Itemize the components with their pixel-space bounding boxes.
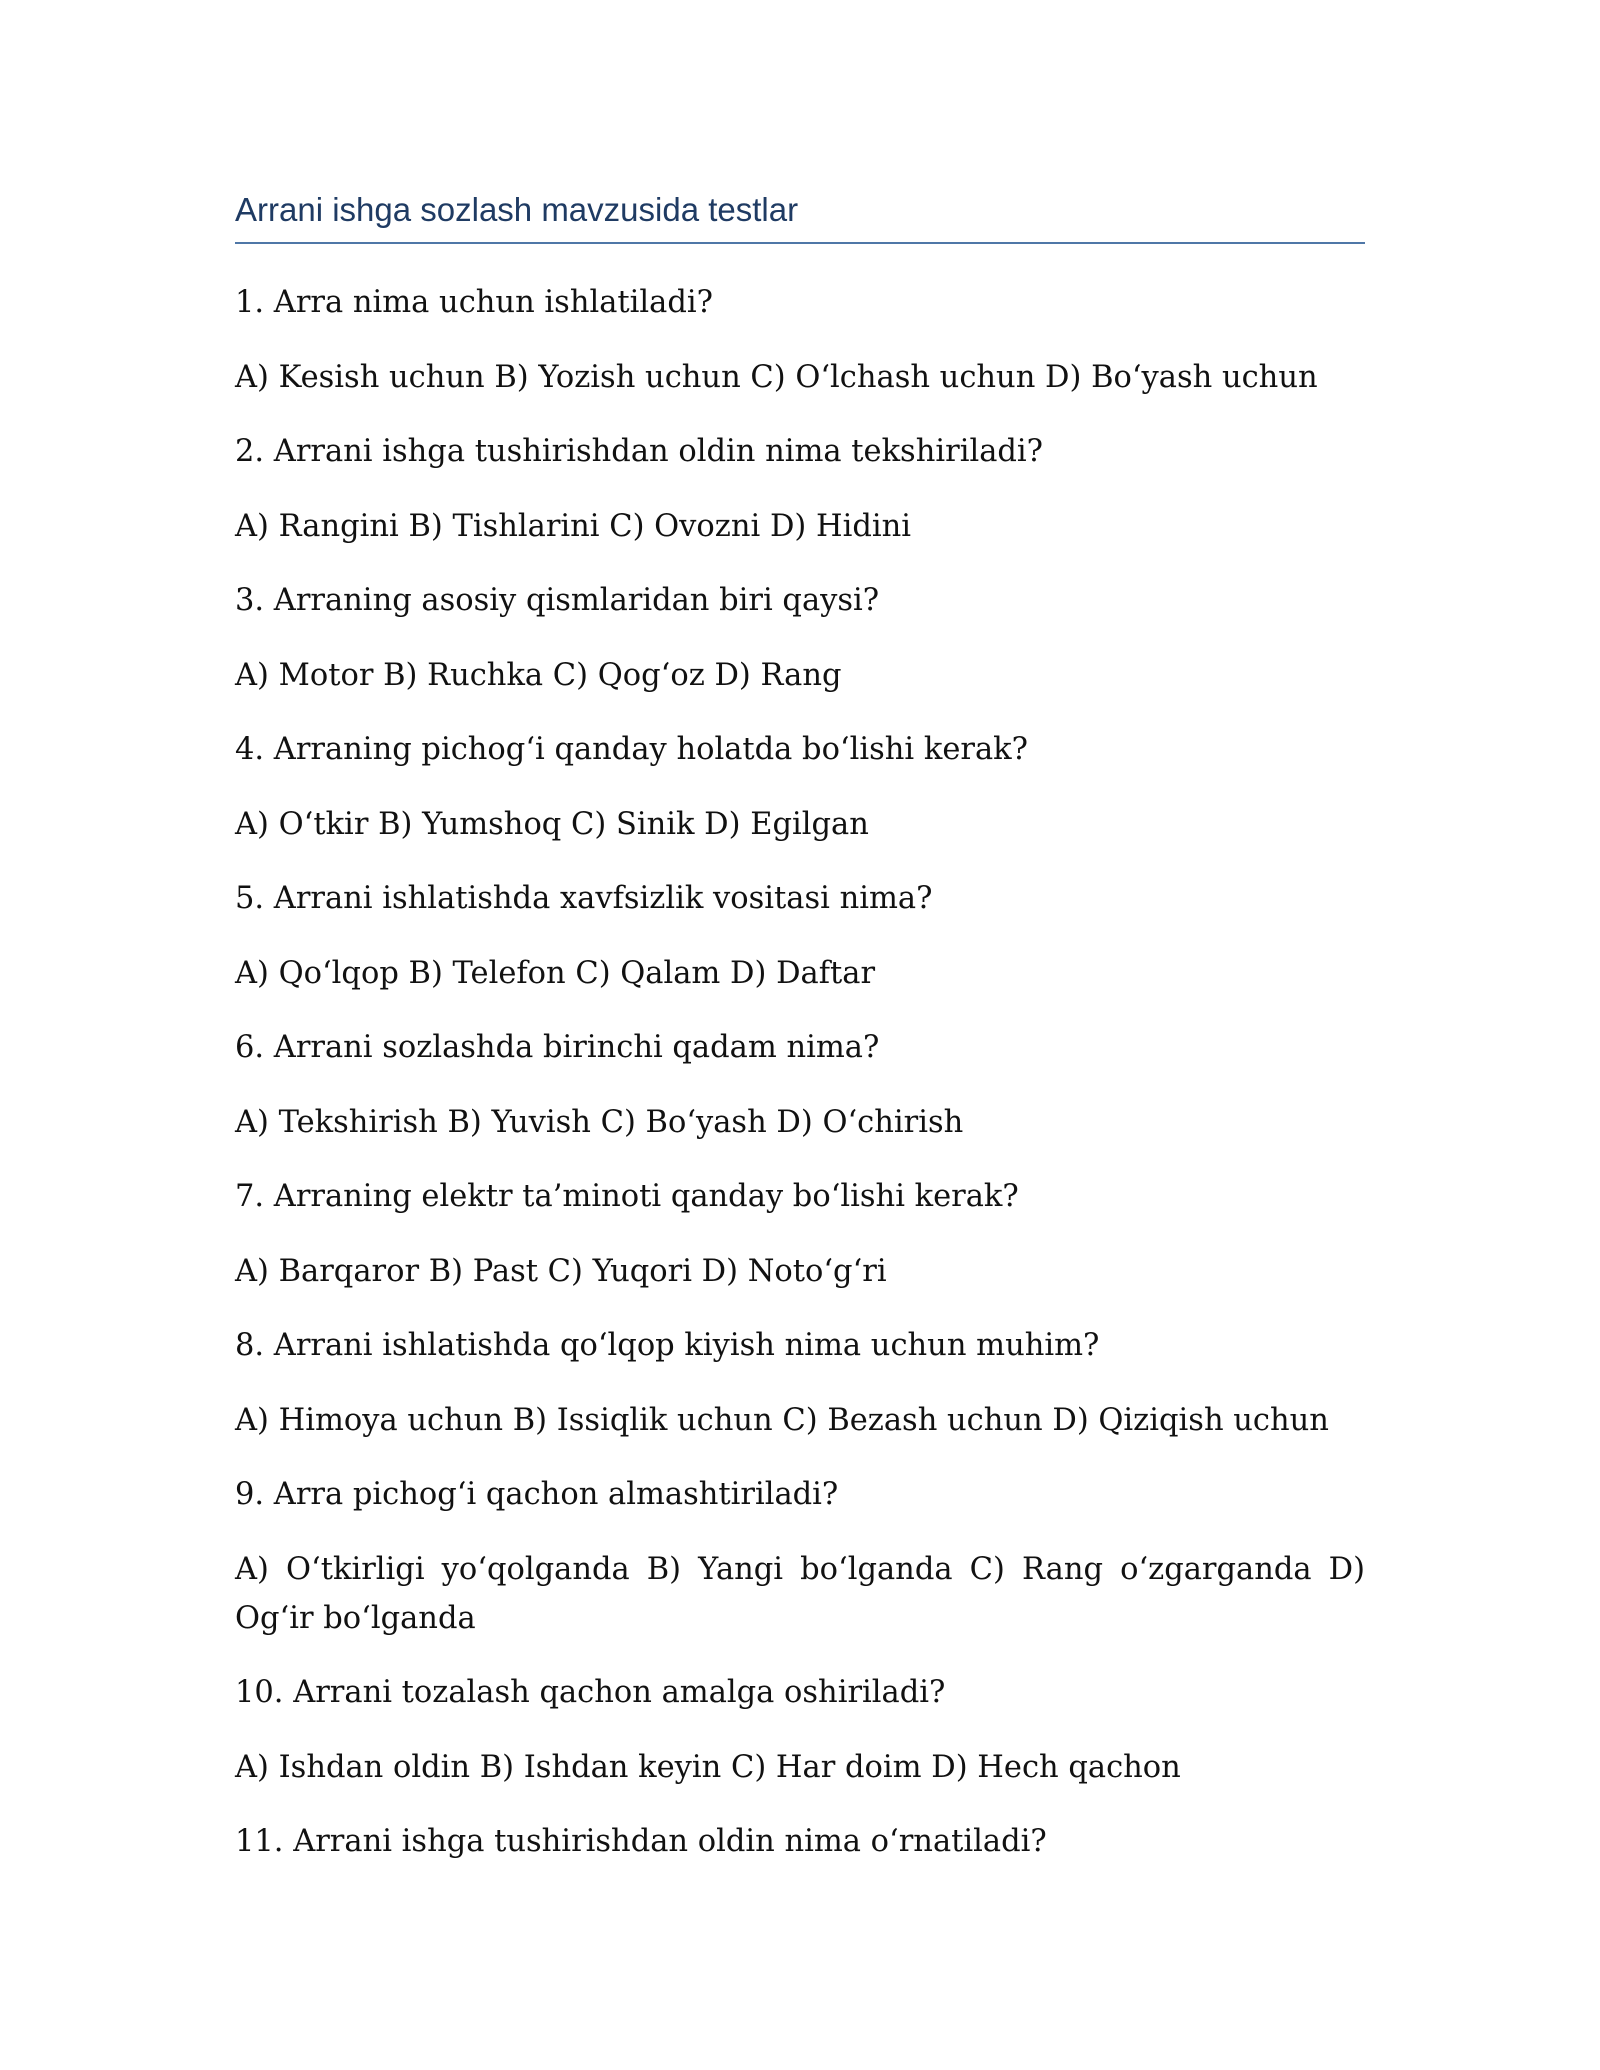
question-8: 8. Arrani ishlatishda qo‘lqop kiyish nima uchun muhim? (235, 1328, 1100, 1363)
answers-1: A) Kesish uchun B) Yozish uchun C) O‘lchash uchun D) Bo‘yash uchun (235, 359, 1318, 395)
document-title: Arrani ishga sozlash mavzusida testlar (235, 186, 1365, 244)
answers-10: A) Ishdan oldin B) Ishdan keyin C) Har doim D) Hech qachon (235, 1749, 1181, 1785)
test-list (235, 278, 1365, 1866)
question-10: 10. Arrani tozalash qachon amalga oshiriladi? (235, 1675, 946, 1710)
answers-9: A) O‘tkirligi yo‘qolganda B) Yangi bo‘lganda C) Rang o‘zgarganda D) Og‘ir bo‘lganda (235, 1551, 1365, 1636)
answers-8: A) Himoya uchun B) Issiqlik uchun C) Bezash uchun D) Qiziqish uchun (235, 1402, 1329, 1438)
answers-6: A) Tekshirish B) Yuvish C) Bo‘yash D) O‘chirish (235, 1104, 964, 1140)
answers-7: A) Barqaror B) Past C) Yuqori D) Noto‘g‘ri (235, 1253, 887, 1289)
question-11: 11. Arrani ishga tushirishdan oldin nima o‘rnatiladi? (235, 1824, 1047, 1859)
question-7: 7. Arraning elektr ta’minoti qanday bo‘lishi kerak? (235, 1179, 1019, 1214)
question-4: 4. Arraning pichog‘i qanday holatda bo‘lishi kerak? (235, 732, 1029, 767)
question-5: 5. Arrani ishlatishda xavfsizlik vositasi nima? (235, 881, 933, 916)
answers-5: A) Qo‘lqop B) Telefon C) Qalam D) Daftar (235, 955, 876, 991)
answers-3: A) Motor B) Ruchka C) Qog‘oz D) Rang (235, 657, 842, 693)
question-2: 2. Arrani ishga tushirishdan oldin nima tekshiriladi? (235, 434, 1044, 469)
question-9: 9. Arra pichog‘i qachon almashtiriladi? (235, 1477, 839, 1512)
answers-4: A) O‘tkir B) Yumshoq C) Sinik D) Egilgan (235, 806, 869, 842)
document-content (235, 186, 1365, 1892)
answers-2: A) Rangini B) Tishlarini C) Ovozni D) Hidini (235, 508, 912, 544)
question-1: 1. Arra nima uchun ishlatiladi? (235, 285, 713, 320)
question-6: 6. Arrani sozlashda birinchi qadam nima? (235, 1030, 880, 1065)
question-3: 3. Arraning asosiy qismlaridan biri qaysi? (235, 583, 880, 618)
